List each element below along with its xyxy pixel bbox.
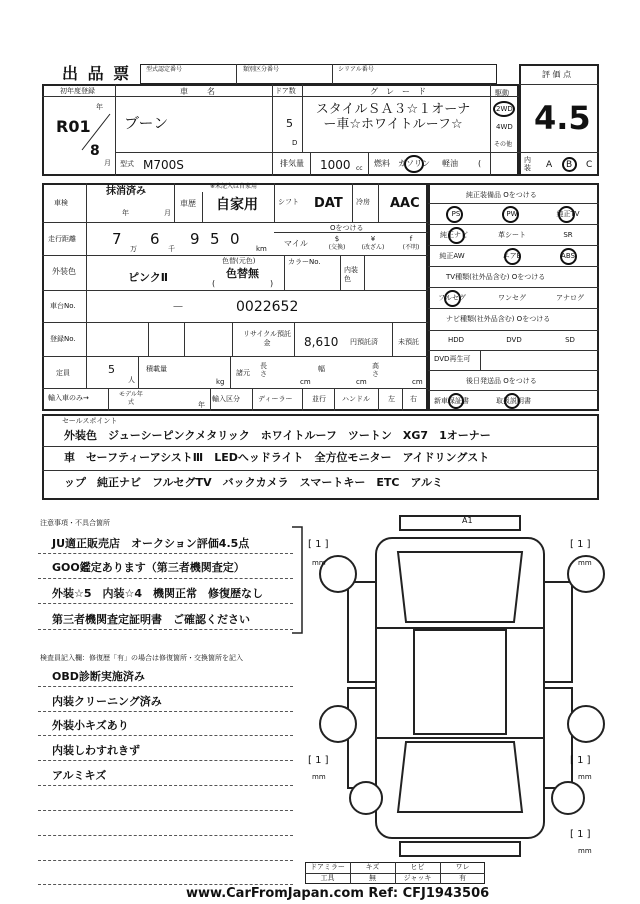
equip-navi: 純正ナビ — [440, 231, 468, 239]
note-line: 外装☆5 内装☆4 機関正常 修復歴なし — [52, 587, 264, 600]
height-cm-unit: cm — [412, 378, 423, 386]
right-rear-door — [544, 688, 572, 788]
reg-era: R01 — [56, 117, 91, 136]
recycle-value: 8,610 — [304, 335, 339, 349]
regno-label: 登録No. — [50, 335, 76, 343]
inspector-line: 内装しわすれきず — [52, 744, 140, 757]
front-bumper — [400, 516, 520, 530]
load-kg-unit: kg — [216, 378, 225, 386]
recolor-paren-open: ( — [212, 279, 216, 288]
rear-right-wheel — [568, 706, 604, 742]
mileage-digit: 9 — [190, 230, 200, 248]
evaluation-score: 4.5 — [534, 99, 591, 137]
handle-right: 右 — [410, 395, 417, 403]
import-category: 輸入区分 — [212, 395, 240, 403]
drive-4wd: 4WD — [496, 123, 513, 131]
rear-window — [398, 742, 522, 812]
recycle-label: リサイクル預託金 — [242, 330, 292, 347]
fuel-circle — [404, 155, 424, 173]
mm-unit: mm — [578, 773, 592, 781]
mileage-sen-unit: 千 — [168, 245, 175, 253]
displacement-label: 排気量 — [280, 159, 304, 168]
year-unit: 年 — [96, 103, 103, 111]
sales-line: ップ 純正ナビ フルセグTV バックカメラ スマートキー ETC アルミ — [64, 476, 444, 489]
recolor-value: 色替無 — [226, 267, 259, 280]
equip-abs: ABS — [561, 252, 575, 260]
meter-opt: f — [409, 235, 413, 243]
car-name-label: 車 名 — [180, 87, 216, 96]
recolor-label: 色替(元色) — [222, 257, 256, 265]
capacity-label: 定員 — [56, 369, 70, 377]
mm-unit: mm — [312, 559, 326, 567]
chassis-label: 車台No. — [50, 302, 76, 310]
mileage-km-unit: km — [256, 245, 267, 253]
handle-label: ハンドル — [342, 395, 370, 403]
length-label: 長さ — [260, 362, 267, 378]
chassis-dash: － — [172, 300, 185, 314]
legend-cell: 有 — [459, 874, 466, 882]
sheet-title: 出 品 票 — [62, 64, 132, 83]
tv-oneseg: ワンセグ — [498, 294, 526, 302]
model-cert-label: 型式認定番号 — [146, 66, 183, 73]
parallel-option: 並行 — [312, 395, 326, 403]
notes-bracket — [290, 525, 304, 635]
width-cm-unit: cm — [356, 378, 367, 386]
equip-navi-circle — [448, 227, 465, 244]
interior-b-circle — [562, 157, 577, 172]
load-label: 積載量 — [146, 365, 167, 373]
interior-color-label: 内装色 — [344, 266, 358, 283]
inspector-line: 内装クリーニング済み — [52, 695, 162, 708]
shift-value: DAT — [314, 196, 343, 211]
shift-label: シフト — [278, 198, 299, 206]
equip-sr: SR — [563, 231, 573, 239]
month-unit: 月 — [104, 159, 111, 167]
sales-line: 車 セーフティーアシストⅢ LEDヘッドライト 全方位モニター アイドリングスト — [64, 451, 490, 464]
meter-sub: (改ざん) — [361, 244, 385, 251]
meter-opt: ¥ — [370, 235, 376, 243]
interior-a: A — [546, 160, 553, 170]
drive-2wd-circle — [493, 101, 515, 117]
header-id-row — [140, 64, 497, 84]
chassis-value: 0022652 — [236, 299, 299, 315]
equip-abs-circle — [560, 248, 577, 265]
navi-dvd: DVD — [506, 336, 522, 344]
equip-tv: 純正TV — [556, 210, 580, 218]
fuel-label: 燃料 — [374, 159, 390, 168]
after-warranty: 新車保証書 — [434, 397, 469, 405]
inspector-line: 外装小キズあり — [52, 719, 129, 732]
recolor-paren-close: ) — [270, 279, 274, 288]
sales-line: 外装色 ジューシーピンクメタリック ホワイトルーフ ツートン XG7 1オーナー — [64, 429, 491, 442]
mileage-digit: 5 — [210, 230, 220, 248]
legend-cell: 無 — [369, 874, 376, 882]
damage-bracket: [ 1 ] — [308, 755, 329, 766]
spec-label: 諸元 — [236, 369, 250, 377]
fuel-paren: ( — [478, 159, 482, 168]
meter-opt: $ — [334, 235, 340, 243]
meter-sub: (交換) — [328, 244, 346, 251]
legend-cell: 工具 — [320, 874, 335, 882]
legend-cell: ドアミラー — [310, 863, 345, 871]
equip-ps: PS — [451, 210, 461, 218]
equip-pw: PW — [506, 210, 518, 218]
damage-bracket: [ 1 ] — [570, 755, 591, 766]
note-line: 第三者機関査定証明書 ご確認ください — [52, 613, 250, 626]
inspection-year-unit: 年 — [122, 209, 129, 217]
inspector-line: OBD診断実施済み — [52, 670, 145, 683]
tv-fullseg-circle — [444, 290, 461, 307]
inspector-line: アルミキズ — [52, 769, 107, 782]
drive-label: 駆動 — [495, 89, 509, 97]
history-value: 自家用 — [216, 197, 258, 213]
left-front-door — [348, 582, 376, 682]
left-mirror-wheel — [350, 782, 382, 814]
notes-label: 注意事項・不具合箇所 — [40, 519, 110, 527]
mileage-label: 走行距離 — [48, 235, 76, 243]
mm-unit: mm — [578, 559, 592, 567]
tv-analog: アナログ — [556, 294, 584, 302]
equip-title: 純正装備品 Oをつける — [466, 191, 537, 199]
history-note: ※未記入は自家用 — [210, 183, 258, 190]
legend-cell: ヒビ — [410, 863, 425, 871]
model-label: 型式 — [120, 160, 134, 168]
width-label: 幅 — [318, 365, 325, 373]
equip-airbag: エアB — [502, 252, 522, 260]
door-unit: D — [292, 139, 298, 147]
mm-unit: mm — [312, 773, 326, 781]
legend-cell: ジャッキ — [403, 874, 432, 882]
tv-fullseg: フルセグ — [438, 294, 466, 302]
interior-label: 内装 — [524, 156, 531, 172]
note-line: GOO鑑定あります（第三者機関査定） — [52, 561, 245, 574]
length-cm-unit: cm — [300, 378, 311, 386]
cooler-value: AAC — [390, 196, 420, 211]
mileage-digit: 7 — [112, 230, 122, 248]
meter-circle-label: Oをつける — [330, 224, 364, 232]
meter-sub: (不明) — [402, 244, 420, 251]
cc-unit: cc — [356, 165, 363, 172]
navi-sd: SD — [565, 336, 575, 344]
vehicle-detail-block — [42, 183, 428, 411]
history-label: 車歴 — [180, 199, 196, 208]
legend-cell: ワレ — [455, 863, 470, 871]
damage-bracket: [ 1 ] — [308, 539, 329, 550]
displacement-value: 1000 — [320, 158, 351, 172]
right-spare — [552, 782, 584, 814]
damage-bracket: [ 1 ] — [570, 539, 591, 550]
color-label: 外装色 — [52, 267, 76, 276]
car-damage-diagram — [318, 512, 608, 862]
damage-code: A1 — [462, 516, 473, 525]
mileage-digit: 0 — [230, 230, 240, 248]
mileage-man-unit: 万 — [130, 245, 137, 253]
drive-2wd: 2WD — [496, 105, 513, 113]
capacity-person-unit: 人 — [128, 376, 135, 384]
fuel-gasoline: ガソリン — [398, 159, 430, 168]
equip-leather: 革シート — [498, 231, 526, 239]
model-year-label: モデル年式 — [119, 391, 143, 406]
equip-airbag-circle — [504, 248, 521, 265]
serial-label: シリアル番号 — [338, 66, 374, 73]
equip-pw-circle — [502, 206, 519, 223]
tv-title: TV種類(社外品含む) Oをつける — [446, 273, 546, 281]
left-rear-door — [348, 688, 376, 788]
grade-label: グ レ ー ド — [370, 87, 426, 96]
mileage-digit: 6 — [150, 230, 160, 248]
capacity-value: 5 — [108, 363, 115, 376]
equip-tv-circle — [558, 206, 575, 223]
doors-label: ドア数 — [275, 87, 296, 95]
inspection-label: 車検 — [54, 199, 68, 207]
color-value: ピンクⅡ — [128, 271, 169, 284]
car-name: ブーン — [124, 114, 169, 132]
recycle-no: 未預託 — [398, 338, 419, 346]
reg-year-label: 初年度登録 — [60, 87, 95, 95]
footer-watermark: www.CarFromJapan.com Ref: CFJ1943506 — [186, 886, 490, 901]
note-line: JU適正販売店 オークション評価4.5点 — [52, 537, 250, 550]
inspector-label: 検査員記入欄：修復歴「有」の場合は修復箇所・交換箇所を記入 — [40, 654, 243, 662]
model-value: M700S — [143, 158, 184, 172]
inspection-month-unit: 月 — [164, 209, 171, 217]
doors-value: 5 — [286, 117, 293, 130]
height-label: 高さ — [372, 362, 379, 378]
dealer-option: ディーラー — [258, 395, 293, 403]
navi-title: ナビ種類(社外品含む) Oをつける — [446, 315, 551, 323]
cooler-label: 冷房 — [356, 198, 370, 206]
dvd-label: DVD再生可 — [434, 355, 471, 363]
after-manual-circle — [504, 393, 520, 409]
right-front-door — [544, 582, 572, 682]
fuel-light: 軽油 — [442, 159, 458, 168]
navi-hdd: HDD — [447, 336, 465, 344]
after-title: 後日発送品 Oをつける — [466, 377, 537, 385]
import-label: 輸入車のみ→ — [48, 394, 89, 402]
category-label: 類別区分番号 — [243, 66, 280, 73]
damage-bracket: [ 1 ] — [570, 829, 591, 840]
handle-left: 左 — [388, 395, 395, 403]
rear-left-wheel — [320, 706, 356, 742]
equip-aw: 純正AW — [439, 252, 465, 260]
after-warranty-circle — [448, 393, 464, 409]
mile-label: マイル — [284, 239, 308, 248]
colorno-label: カラーNo. — [288, 258, 321, 266]
evaluation-label: 評 価 点 — [542, 70, 572, 79]
roof — [414, 630, 506, 734]
mm-unit: mm — [578, 847, 592, 855]
interior-c: C — [586, 160, 593, 170]
inspection-value: 抹消済み — [106, 186, 146, 197]
after-manual: 取扱説明書 — [496, 397, 531, 405]
equip-ps-circle — [446, 206, 463, 223]
windshield — [398, 552, 522, 622]
legend-cell: キズ — [365, 863, 380, 871]
grade-value: スタイルＳＡ３☆１オーナー車☆ホワイトルーフ☆ — [315, 102, 471, 132]
interior-b: B — [566, 160, 573, 170]
recycle-unit: 円預託済 — [350, 338, 378, 346]
sales-label: セールスポイント — [62, 417, 118, 425]
model-year-unit: 年 — [198, 401, 205, 409]
reg-month: 8 — [90, 143, 100, 159]
rear-bumper — [400, 842, 520, 856]
drive-other: その他 — [494, 141, 513, 148]
